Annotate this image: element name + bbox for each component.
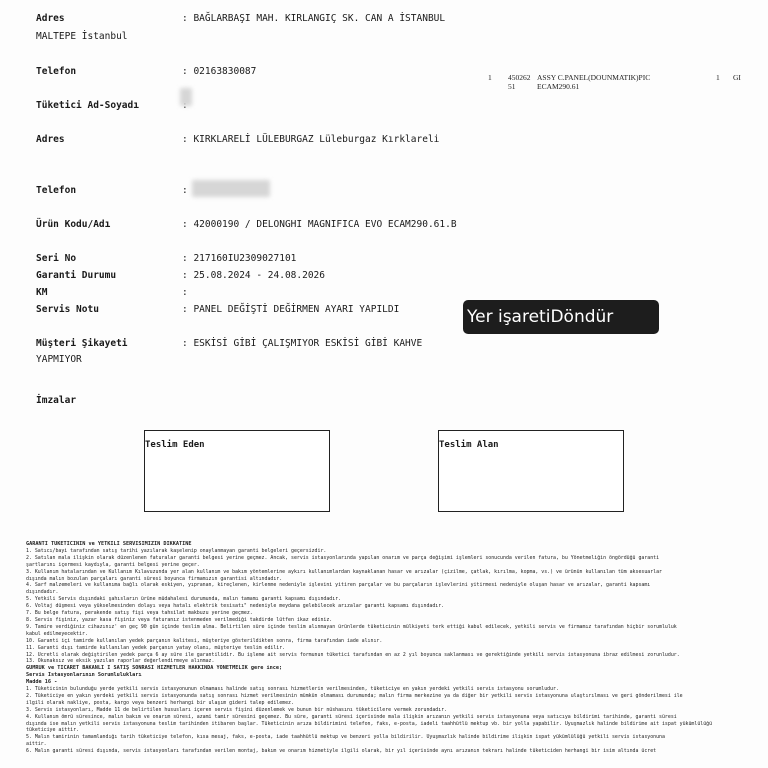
signatures-label: İmzalar	[36, 395, 77, 406]
terms-line: 8. Servis fişiniz, yazar kasa fişiniz veya faturanız istenmeden verilmediği takdirde lütfen ikaz ediniz.	[26, 616, 333, 623]
consumer-phone-value: :	[182, 185, 188, 196]
address-value: : BAĞLARBAŞI MAH. KIRLANGIÇ SK. CAN A İSTANBUL	[182, 13, 446, 24]
terms-line: 5. Yetkili Servis dışındaki şahısların ürüne müdahalesi durumunda, malın tamamı garanti kapsamı dışındadır.	[26, 596, 342, 603]
toast-message: Yer işareti	[467, 307, 551, 327]
km-value: :	[182, 287, 188, 298]
terms-line: 1. Tüketicinin bulunduğu yerde yetkili servis istasyonunun olmaması halinde satış sonrası hizmetlerin verilmesinden, tüketiciye en yakın yerdeki yetkili servis istasyonu sorumludur.	[26, 686, 559, 693]
terms-line: şartlarını içermesi kaydıyla, garanti belgesi yerine geçer.	[26, 561, 200, 568]
line-item-description-cont-a: 51	[508, 82, 516, 91]
serial-label: Seri No	[36, 253, 77, 264]
signature-box-delivered-by	[144, 430, 330, 512]
terms-line: GARANTİ TÜKETİCİNİN ve YETKİLİ SERVİSİMİZİN DİKKATİNE	[26, 541, 192, 547]
terms-line: 5. Malın tamirinin tamamlandığı tarih tüketiciye telefon, kısa mesaj, faks, e-posta, iade taahhütlü mektup ve benzeri yolla bildirilir. Uyuşmazlık halinde bildirime ilişkin ispat yükümlülüğü yetkili servis istasyonuna	[26, 734, 665, 741]
serial-value: : 217160IU2309027101	[182, 253, 297, 264]
terms-line: 9. Tamire verdiğiniz cihazınız' en geç 90 gün içinde teslim alma. Belirtilen süre içinde teslim alınmayan ürünlerde tüketicinin mülkiyeti terk ettiği kabul edilecek, yetkili servis ve firmamız tarafından hiçbir sorumluluk	[26, 623, 677, 630]
consumer-name-label: Tüketici Ad-Soyadı	[36, 100, 139, 111]
warranty-label: Garanti Durumu	[36, 270, 117, 281]
address-value-line2: MALTEPE İstanbul	[36, 31, 128, 42]
redacted-phone	[192, 180, 270, 197]
terms-line: 6. Malın garanti süresi dışında, servis istasyonları tarafından verilen montaj, bakım ve onarım hizmetiyle ilgili olarak, bir yıl içerisinde aynı arızanın tekrarı halinde tüketiciden herhangi bir isim altında ücret	[26, 748, 657, 755]
terms-line: Madde 16 -	[26, 679, 58, 686]
terms-line: 13. Okunaksız ve eksik yazılan raporlar değerlendirmeye alınmaz.	[26, 658, 215, 665]
terms-line: 11. Garanti dışı tamirde kullanılan yedek parçanın yatay olanı, müşteriye teslim edilir.	[26, 644, 286, 651]
line-item-qty: 1	[716, 73, 720, 82]
product-label: Ürün Kodu/Adı	[36, 219, 111, 230]
line-item-code: 450262	[508, 73, 531, 82]
line-item-description-cont-b: ECAM290.61	[537, 82, 580, 91]
terms-and-conditions	[26, 541, 746, 755]
line-item-description: ASSY C.PANEL(DOUNMATIK)PIC	[537, 73, 651, 82]
signature-received-by-label: Teslim Alan	[439, 440, 499, 450]
terms-line: 3. Servis istasyonları, Madde 11 de belirtilen hususları içeren servis fişini düzenlemek ve bunun bir nüshasını tüketicilere vermek zorundadır.	[26, 706, 448, 713]
terms-line: 2. Satılan mala ilişkin olarak düzenlenen faturalar garanti belgesi yerine geçmez. Ancak, servis istasyonlarında yapılan onarım ve parça değişimi işlemleri sonucunda verilen fatura, bu Yönetmeliğin öngördüğü garanti	[26, 554, 660, 561]
terms-line: 4. Kullanım ömrü süresince, malın bakım ve onarım süresi, azami tamir süresini geçemez. Bu süre, garanti süresi içerisinde mala ilişkin arızanın yetkili servis istasyonuna veya satıcıya bildirimi tarihinde, garanti süresi	[26, 713, 677, 720]
phone-value: : 02163830087	[182, 66, 257, 77]
terms-line: ilgili olarak nakliye, posta, kargo veya benzeri herhangi bir ulaşım gideri talep edilemez.	[26, 699, 294, 706]
terms-line: 2. Tüketiciye en yakın yerdeki yetkili servis istasyonunda satış sonrası hizmet verilmesinin mümkün olmaması durumunda; malın firma merkezine ya da diğer bir yetkili servis istasyonuna ulaştırılması ve geri gönderilmesi ile	[26, 692, 683, 699]
terms-line: dışındadır.	[26, 589, 59, 596]
terms-line: 1. Satıcı/bayi tarafından satış tarihi yazılarak kaşelenip onaylanmayan garanti belgeleri geçersizdir.	[26, 547, 327, 554]
product-value: : 42000190 / DELONGHI MAGNIFICA EVO ECAM290.61.B	[182, 219, 457, 230]
terms-line: kabul edilmeyecektir.	[26, 630, 88, 637]
signature-box-received-by	[438, 430, 624, 512]
terms-line: tüketiciye aittir.	[26, 727, 79, 734]
signature-delivered-by-label: Teslim Eden	[145, 440, 205, 450]
redacted-name	[180, 88, 192, 106]
terms-line: 4. Sarf malzemeleri ve kullanıma bağlı olarak eskiyen, yıpranan, kireçlenen, kirlenme nedeniyle işlevini yitiren parçalar ve bu parçaların işlevlerini yitirmesi nedeniyle oluşan hasar ve arızalar, garanti kapsamı	[26, 582, 651, 589]
bookmark-toast	[463, 300, 659, 334]
terms-line: 3. Kullanım hatalarından ve Kullanım Kılavuzunda yer alan kullanım ve bakım yöntemlerine aykırı kullanımlardan kaynaklanan hasar ve arızalar (çizilme, çatlak, kırılma, kopma, vs.) ve ürünün kullanılan tüm aksesuarlar	[26, 568, 662, 575]
service-note-label: Servis Notu	[36, 304, 99, 315]
km-label: KM	[36, 287, 48, 298]
terms-line: 10. Garanti içi tamirde kullanılan yedek parçanın kalitesi, müşteriye gösterildikten sonra, firma tarafından iade alınır.	[26, 637, 383, 644]
terms-line: dışında malın bozulan parçaları garanti süresi boyunca firmamızın garantisi altındadır.	[26, 575, 283, 582]
complaint-label: Müşteri Şikayeti	[36, 338, 128, 349]
terms-line: 6. Voltaj düşmesi veya yükselmesinden dolayı veya hatalı elektrik tesisatı" nedeniyle meydana gelebilecek arızalar garanti kapsamı dışındadır.	[26, 603, 445, 610]
terms-line: GÜMRÜK ve TİCARET BAKANLI I SATIŞ SONRASI HİZMETLER HAKKINDA YÖNETMELİK gere ince;	[26, 665, 283, 672]
warranty-value: : 25.08.2024 - 24.08.2026	[182, 270, 325, 281]
phone-label: Telefon	[36, 66, 77, 77]
address-label: Adres	[36, 13, 65, 24]
consumer-phone-label: Telefon	[36, 185, 77, 196]
consumer-address-label: Adres	[36, 134, 65, 145]
service-note-value: : PANEL DEĞİŞTİ DEĞİRMEN AYARI YAPILDI	[182, 304, 400, 315]
terms-line: dışında ise malın yetkili servis istasyonuna teslim tarihinden itibaren başlar. Tüketicinin arıza bildirimini telefon, faks, e-posta, iadeli taahhütlü mektup vb. bir yolla yapabilir. Uyuşmazlık halinde bildirime ait ispat yükümlülüğü	[26, 720, 713, 727]
complaint-value-line2: YAPMIYOR	[36, 354, 82, 365]
line-item-index: 1	[488, 73, 492, 82]
terms-line: Servis İstasyonlarının Sorumlulukları	[26, 672, 142, 679]
terms-line: 7. Bu belge fatura, perakende satış fişi veya tahsilat makbuzu yerine geçmez.	[26, 610, 253, 617]
complaint-value: : ESKİSİ GİBİ ÇALIŞMIYOR ESKİSİ GİBİ KAHVE	[182, 338, 423, 349]
terms-line: 12. Ücretli olarak değiştirilen yedek parça 6 ay süre ile garantilidir. Bu işleme ait servis formunun tüketici tarafından en az 2 yıl boyunca saklanması ve gerektiğinde yetkili servis istasyonuna ibraz edilmesi zorunludur.	[26, 651, 680, 658]
undo-button[interactable]: Döndür	[550, 307, 614, 327]
line-item-unit: GI	[733, 73, 741, 82]
terms-line: aittir.	[26, 741, 47, 748]
consumer-address-value: : KIRKLARELİ LÜLEBURGAZ Lüleburgaz Kırklareli	[182, 134, 440, 145]
